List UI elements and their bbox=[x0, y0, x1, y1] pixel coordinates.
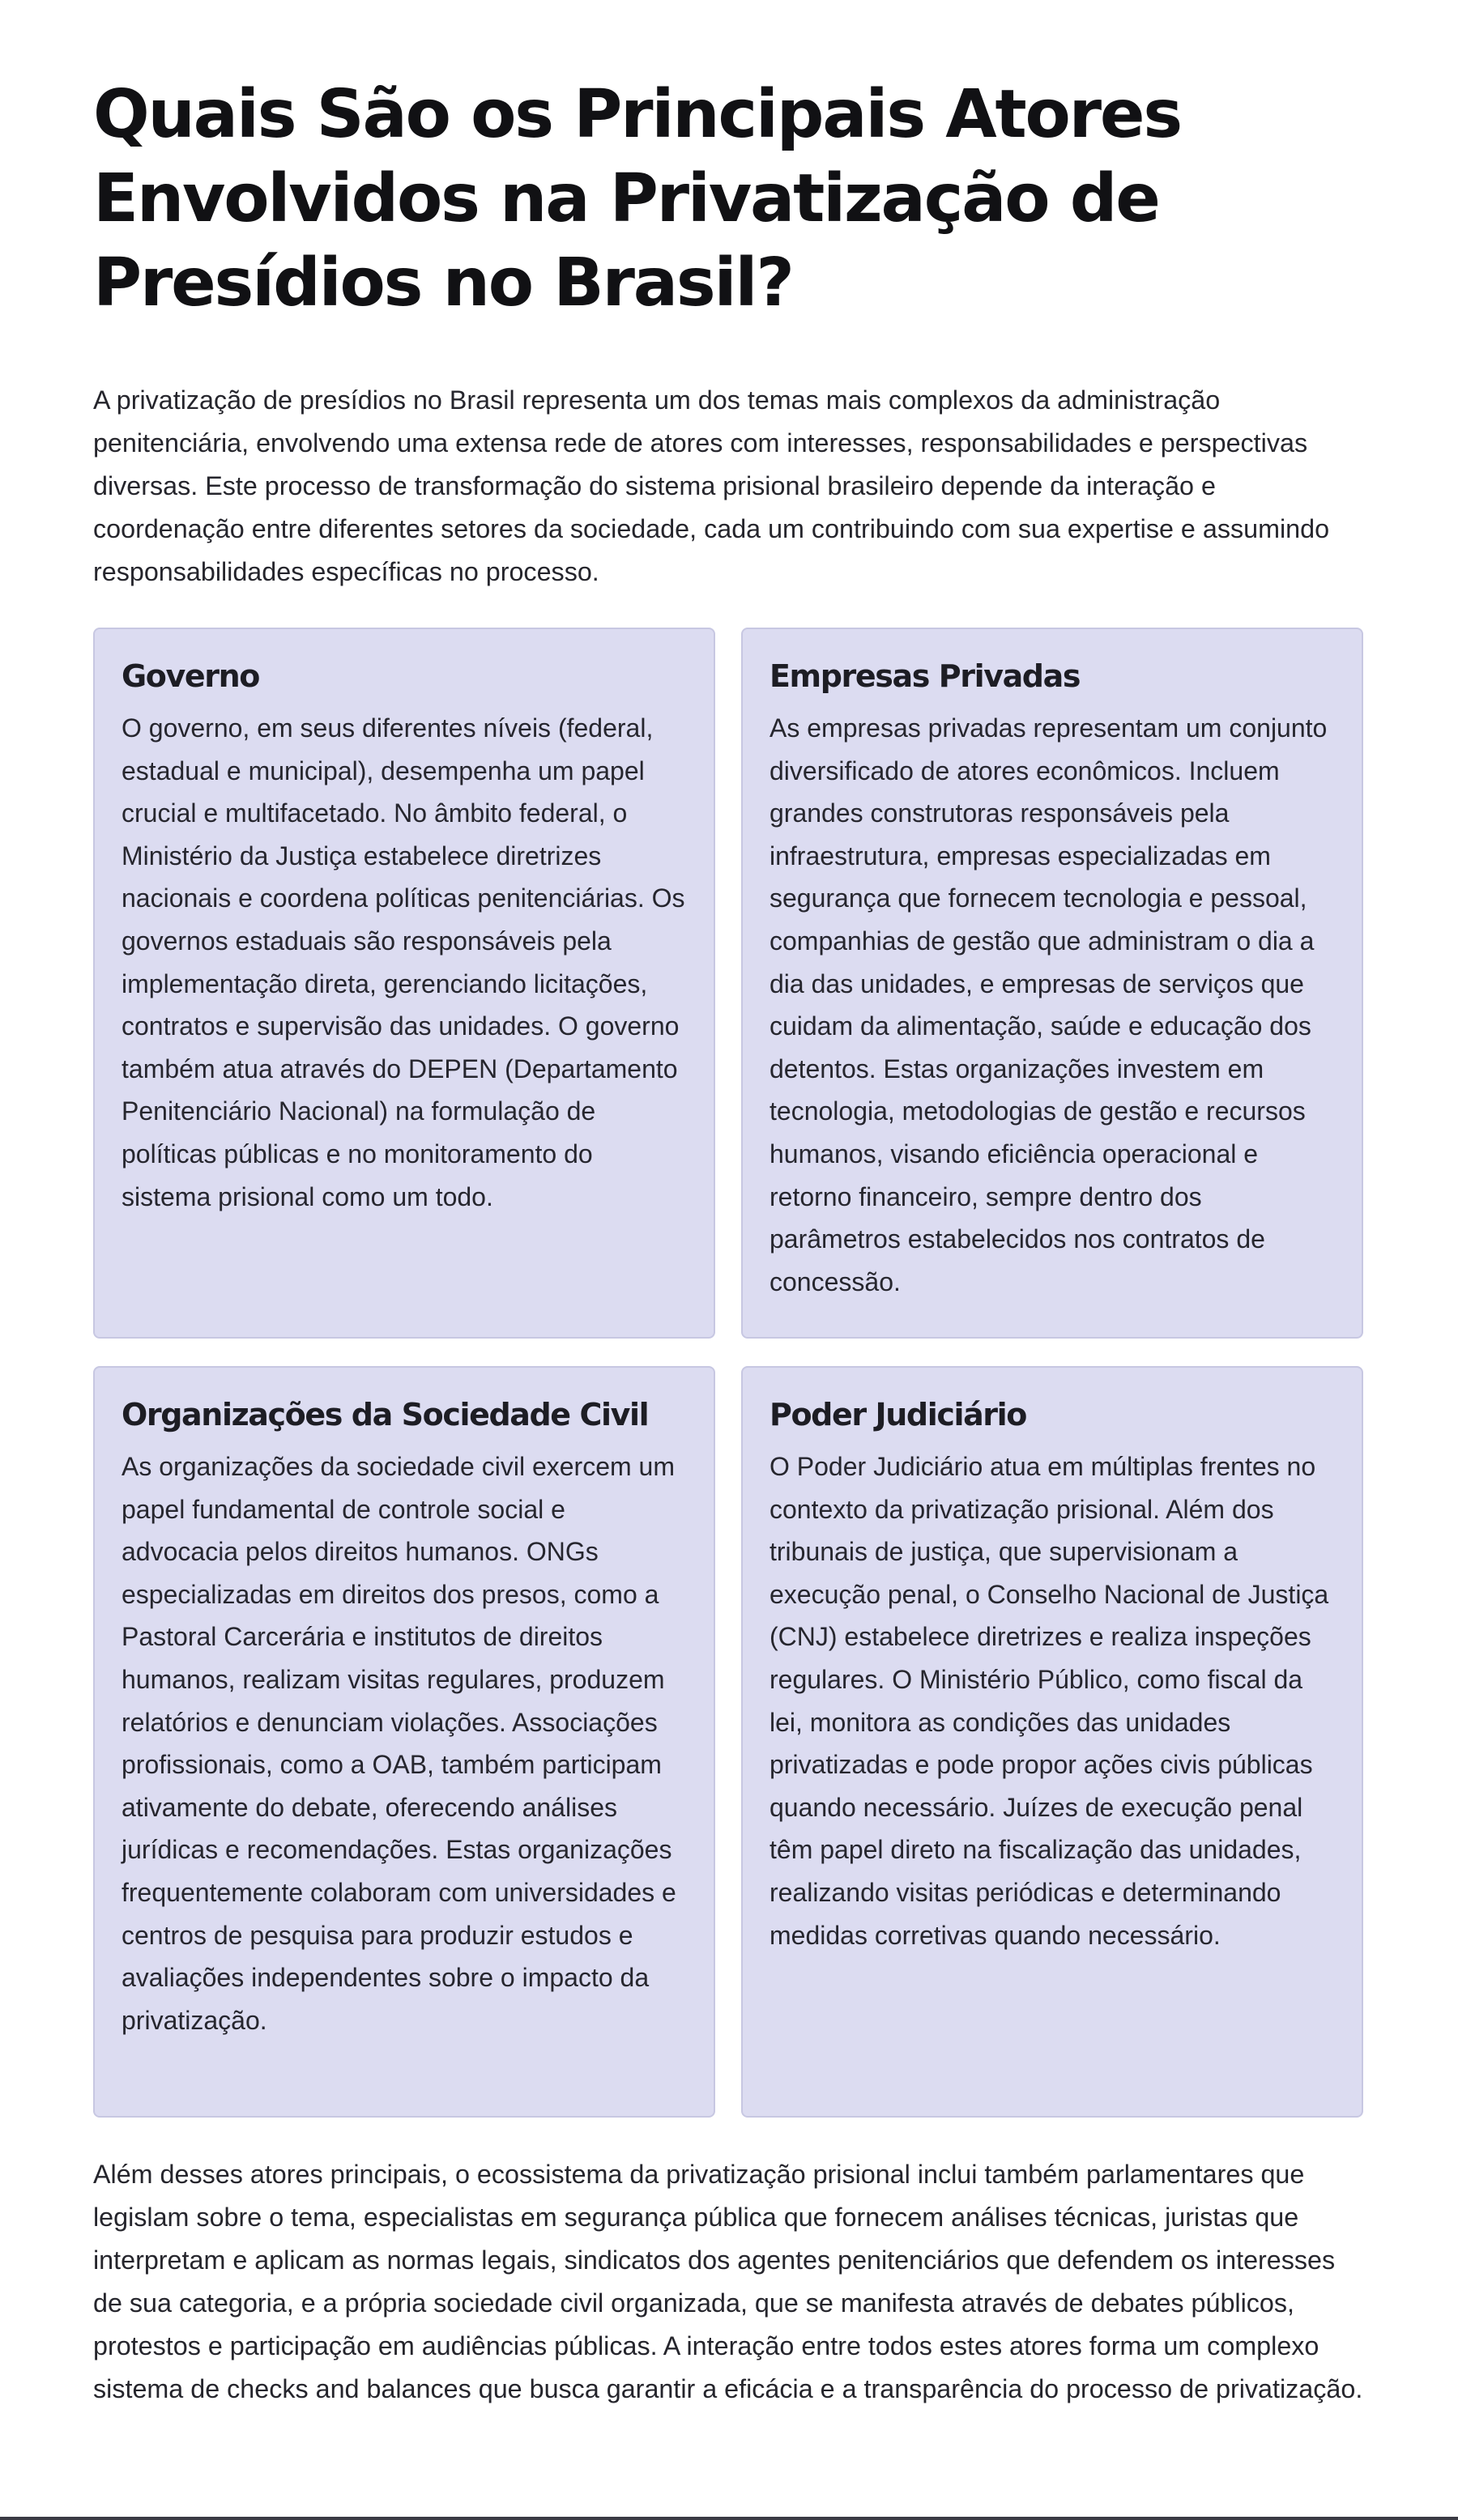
card-body: As organizações da sociedade civil exercem um papel fundamental de controle social e advocacia pelos direitos humanos. ONGs especializadas em direitos dos presos, como a Pastoral Carcerária e institutos de direitos humanos, realizam visitas regulares, produzem relatórios e denunciam violações. Associações profissionais, como a OAB, também participam ativamente do debate, oferecendo análises jurídicas e recomendações. Estas organizações frequentemente colaboram com universidades e centros de pesquisa para produzir estudos e avaliações independentes sobre o impacto da privatização. bbox=[122, 1452, 676, 2035]
card-poder-judiciario bbox=[741, 1366, 1363, 2118]
card-title: Organizações da Sociedade Civil bbox=[122, 1397, 649, 1432]
card-governo bbox=[93, 628, 715, 1339]
card-title: Poder Judiciário bbox=[770, 1397, 1026, 1432]
intro-paragraph: A privatização de presídios no Brasil representa um dos temas mais complexos da administração penitenciária, envolvendo uma extensa rede de atores com interesses, responsabilidades e perspectivas diversas. Este processo de transformação do sistema prisional brasileiro depende da interação e coordenação entre diferentes setores da sociedade, cada um contribuindo com sua expertise e assumindo responsabilidades específicas no processo. bbox=[93, 385, 1330, 586]
actors-grid bbox=[93, 628, 1363, 2118]
card-title: Governo bbox=[122, 658, 259, 694]
card-title: Empresas Privadas bbox=[770, 658, 1081, 694]
page-title: Quais São os Principais Atores Envolvidos na Privatização de Presídios no Brasil? bbox=[93, 76, 1181, 321]
card-body: O Poder Judiciário atua em múltiplas frentes no contexto da privatização prisional. Além dos tribunais de justiça, que supervisionam a execução penal, o Conselho Nacional de Justiça (CNJ) estabelece diretrizes e realiza inspeções regulares. O Ministério Público, como fiscal da lei, monitora as condições das unidades privatizadas e pode propor ações civis públicas quando necessário. Juízes de execução penal têm papel direto na fiscalização das unidades, realizando visitas periódicas e determinando medidas corretivas quando necessário. bbox=[770, 1452, 1329, 1950]
closing-paragraph: Além desses atores principais, o ecossistema da privatização prisional inclui também parlamentares que legislam sobre o tema, especialistas em segurança pública que fornecem análises técnicas, juristas que interpretam e aplicam as normas legais, sindicatos dos agentes penitenciários que defendem os interesses de sua categoria, e a própria sociedade civil organizada, que se manifesta através de debates públicos, protestos e participação em audiências públicas. A interação entre todos estes atores forma um complexo sistema de checks and balances que busca garantir a eficácia e a transparência do processo de privatização. bbox=[93, 2160, 1363, 2403]
card-body: O governo, em seus diferentes níveis (federal, estadual e municipal), desempenha um papel crucial e multifacetado. No âmbito federal, o Ministério da Justiça estabelece diretrizes nacionais e coordena políticas penitenciárias. Os governos estaduais são responsáveis pela implementação direta, gerenciando licitações, contratos e supervisão das unidades. O governo também atua através do DEPEN (Departamento Penitenciário Nacional) na formulação de políticas públicas e no monitoramento do sistema prisional como um todo. bbox=[122, 713, 685, 1211]
card-body: As empresas privadas representam um conjunto diversificado de atores econômicos. Incluem grandes construtoras responsáveis pela infraestrutura, empresas especializadas em segurança que fornecem tecnologia e pessoal, companhias de gestão que administram o dia a dia das unidades, e empresas de serviços que cuidam da alimentação, saúde e educação dos detentos. Estas organizações investem em tecnologia, metodologias de gestão e recursos humanos, visando eficiência operacional e retorno financeiro, sempre dentro dos parâmetros estabelecidos nos contratos de concessão. bbox=[770, 713, 1328, 1296]
card-empresas-privadas bbox=[741, 628, 1363, 1339]
article bbox=[93, 73, 1363, 2411]
card-sociedade-civil bbox=[93, 1366, 715, 2118]
bottom-divider bbox=[0, 2517, 1458, 2520]
